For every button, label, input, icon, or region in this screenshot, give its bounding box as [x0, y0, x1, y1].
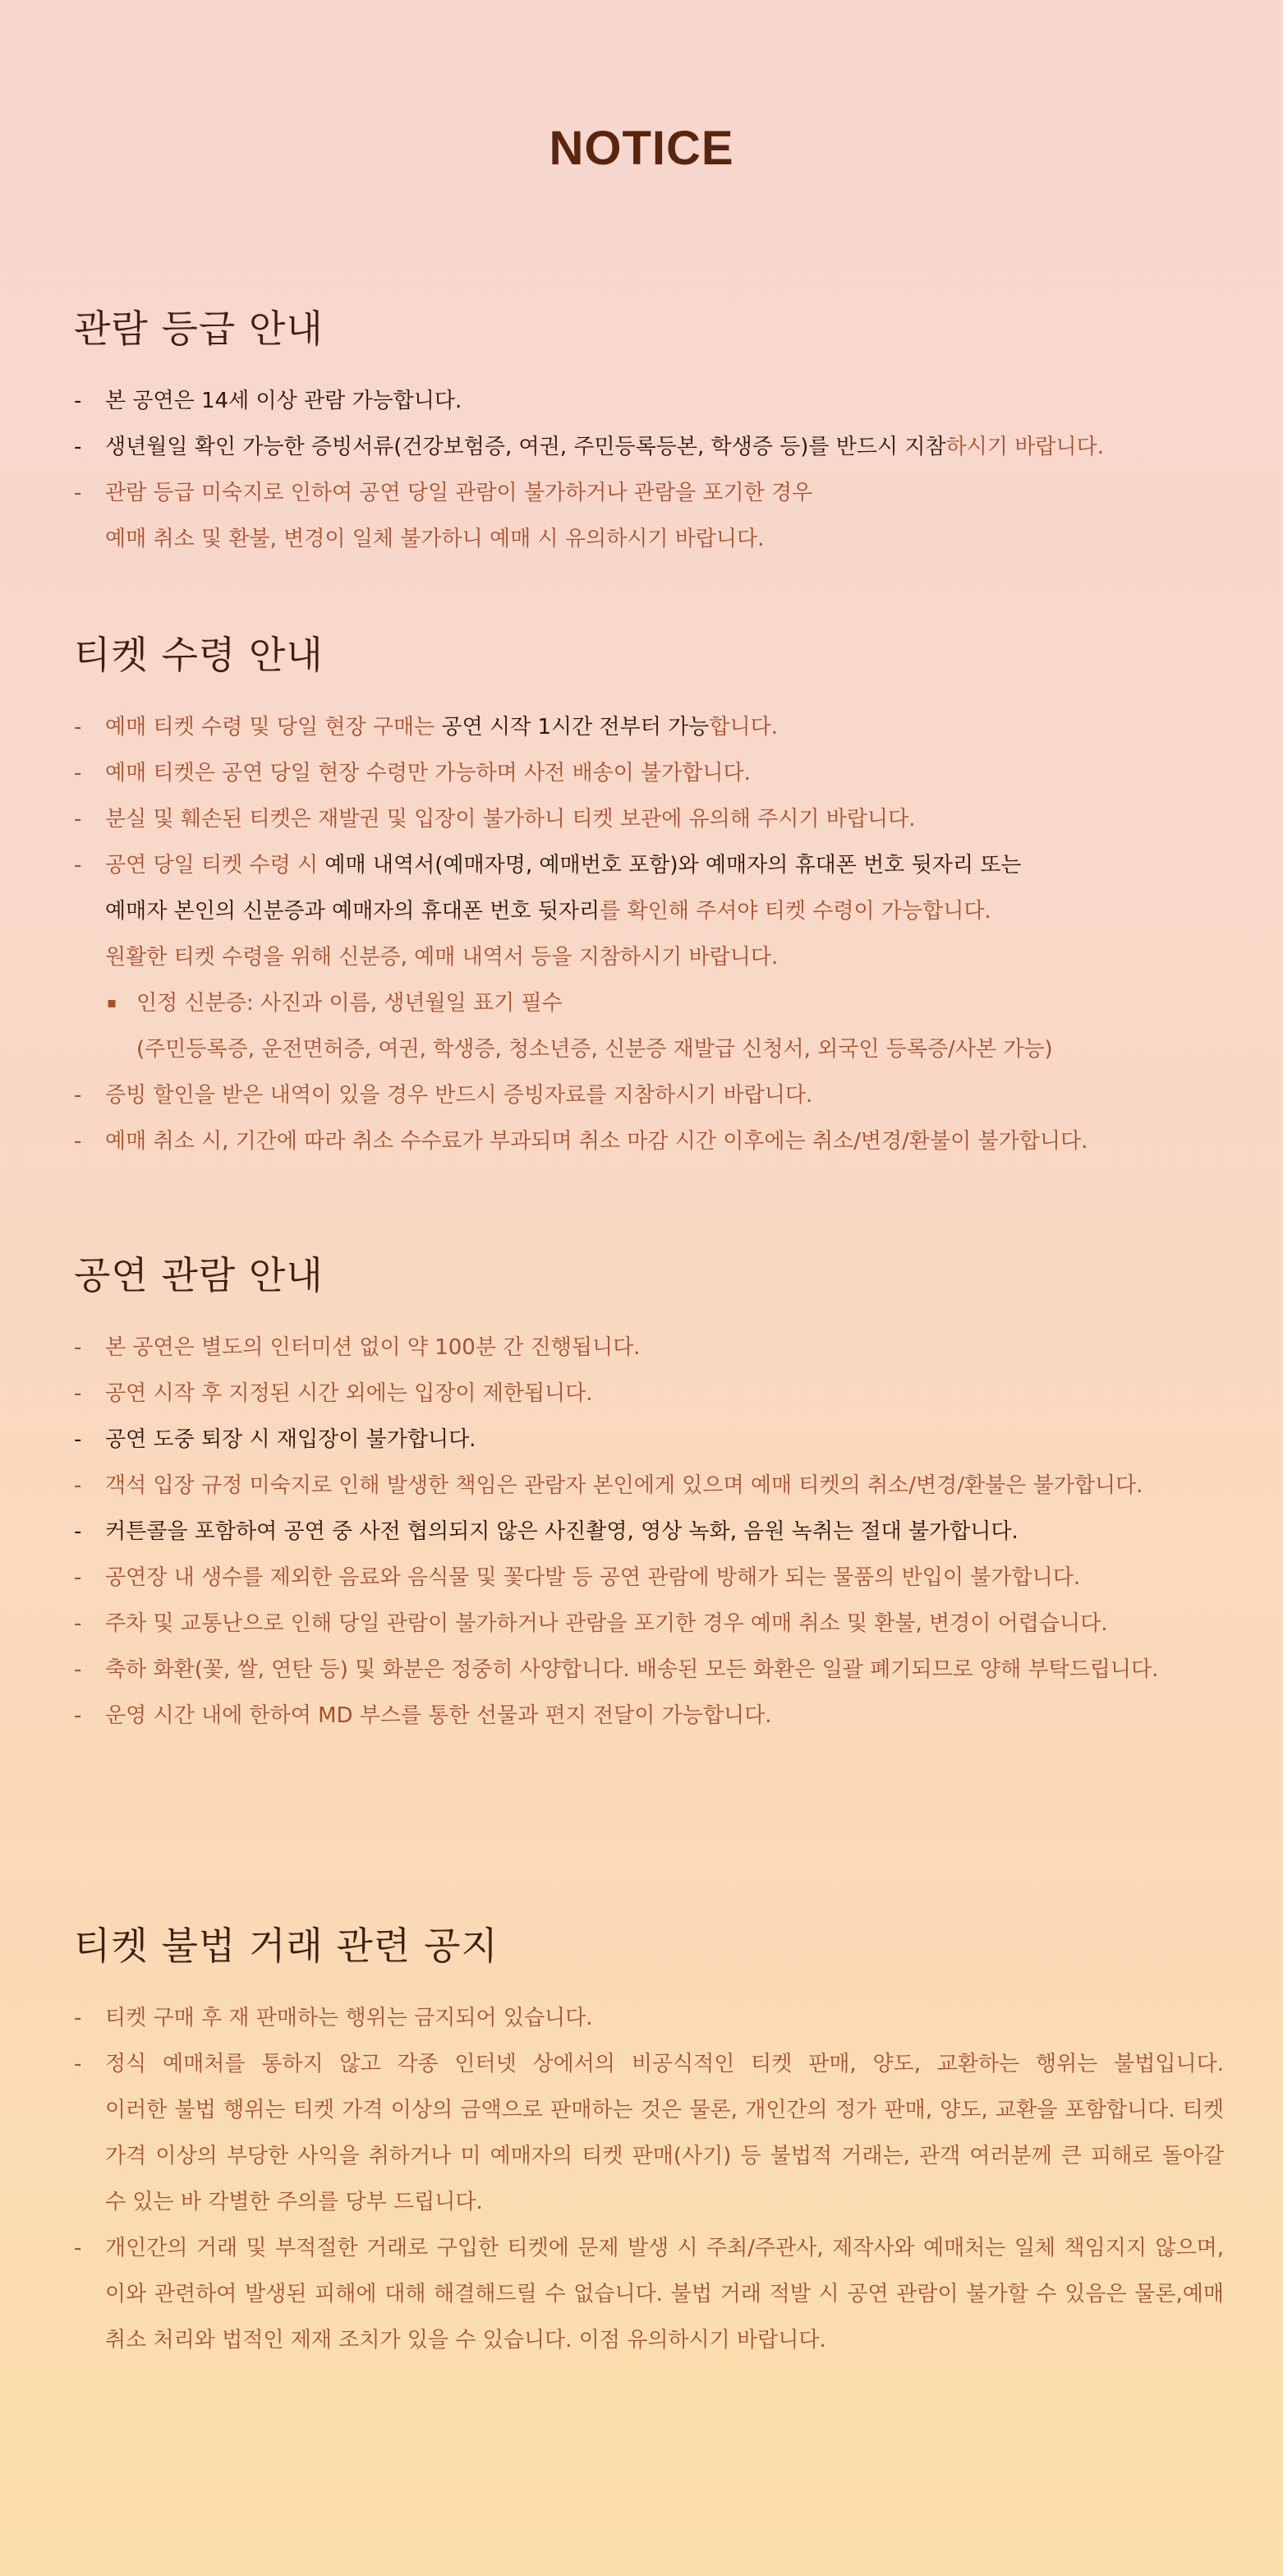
item-text: 예매 티켓 수령 및 당일 현장 구매는	[105, 715, 442, 740]
item-continuation: 이와 관련하여 발생된 피해에 대해 해결해드릴 수 없습니다. 불법 거래 적발 시 공연 관람이 불가할 수 있음은 물론,예매	[105, 2282, 1224, 2306]
dash-bullet: -	[74, 2052, 82, 2076]
list-item	[74, 1072, 1224, 1118]
item-text: 본 공연은 14세 이상 관람 가능합니다.	[105, 389, 462, 413]
item-text: 분실 및 훼손된 티켓은 재발권 및 입장이 불가하니 티켓 보관에 유의해 주시기 바랍니다.	[105, 807, 916, 832]
list-item	[74, 470, 1224, 516]
section-heading: 관람 등급 안내	[74, 306, 324, 351]
dash-bullet: -	[74, 1611, 82, 1636]
section-viewing-rating	[74, 304, 1224, 562]
dash-bullet: -	[74, 715, 82, 740]
item-text: 개인간의 거래 및 부적절한 거래로 구입한 티켓에 문제 발생 시 주최/주관사, 제작사와 예매처는 일체 책임지지 않으며,	[105, 2236, 1224, 2260]
item-text: 공연 도중 퇴장 시 재입장이 불가합니다.	[105, 1427, 476, 1452]
item-continuation: 취소 처리와 법적인 제재 조치가 있을 수 있습니다. 이점 유의하시기 바랍니다.	[105, 2328, 826, 2353]
section-heading: 티켓 수령 안내	[74, 633, 324, 677]
item-continuation: 가격 이상의 부당한 사익을 취하거나 미 예매자의 티켓 판매(사기) 등 불법적 거래는, 관객 여러분께 큰 피해로 돌아갈	[105, 2144, 1224, 2168]
item-text-emphasis: 생년월일 확인 가능한 증빙서류(건강보험증, 여권, 주민등록등본, 학생증 등)를 반드시 지참	[105, 435, 946, 459]
item-text-emphasis: 공연 시작 1시간 전부터 가능	[441, 715, 710, 740]
dash-bullet: -	[74, 1473, 82, 1498]
item-continuation: 예매 취소 및 환불, 변경이 일체 불가하니 예매 시 유의하시기 바랍니다.	[105, 527, 765, 551]
dash-bullet: -	[74, 1381, 82, 1406]
list-item	[74, 1995, 1224, 2041]
list-item	[74, 1325, 1224, 1371]
item-continuation: 수 있는 바 각별한 주의를 당부 드립니다.	[105, 2190, 483, 2214]
dash-bullet: -	[74, 389, 82, 413]
item-text-emphasis: 예매자 본인의 신분증과 예매자의 휴대폰 번호 뒷자리	[105, 899, 600, 924]
item-text: 예매 티켓은 공연 당일 현장 수령만 가능하며 사전 배송이 불가합니다.	[105, 761, 751, 786]
sub-item-continuation: (주민등록증, 운전면허증, 여권, 학생증, 청소년증, 신분증 재발급 신청서, 외국인 등록증/사본 가능)	[136, 1037, 1053, 1062]
list-item	[74, 424, 1224, 470]
item-text: 하시기 바랍니다.	[945, 435, 1104, 459]
list-item	[74, 1463, 1224, 1509]
section-heading: 공연 관람 안내	[74, 1253, 324, 1297]
list-item	[74, 378, 1224, 424]
section-ticket-pickup	[74, 630, 1224, 1164]
item-text: 운영 시간 내에 한하여 MD 부스를 통한 선물과 편지 전달이 가능합니다.	[105, 1703, 772, 1728]
list-item	[74, 2041, 1224, 2087]
item-text-emphasis: 예매 내역서(예매자명, 예매번호 포함)와 예매자의 휴대폰 번호 뒷자리 또는	[324, 853, 1022, 878]
item-text: 커튼콜을 포함하여 공연 중 사전 협의되지 않은 사진촬영, 영상 녹화, 음원 녹취는 절대 불가합니다.	[105, 1519, 1019, 1544]
list-item	[74, 842, 1224, 888]
dash-bullet: -	[74, 481, 82, 505]
list-item	[74, 2225, 1224, 2271]
item-continuation: 이러한 불법 행위는 티켓 가격 이상의 금액으로 판매하는 것은 물론, 개인간의 정가 판매, 양도, 교환을 포함합니다. 티켓	[105, 2098, 1224, 2122]
section-heading: 티켓 불법 거래 관련 공지	[74, 1924, 499, 1968]
item-text: 티켓 구매 후 재 판매하는 행위는 금지되어 있습니다.	[105, 2006, 593, 2030]
list-item	[74, 750, 1224, 796]
item-continuation: 원활한 티켓 수령을 위해 신분증, 예매 내역서 등을 지참하시기 바랍니다.	[105, 945, 779, 970]
list-item	[74, 1371, 1224, 1417]
dash-bullet: -	[74, 1427, 82, 1452]
item-text: 본 공연은 별도의 인터미션 없이 약 100분 간 진행됩니다.	[105, 1335, 641, 1360]
item-text: 합니다.	[709, 715, 778, 740]
item-text: 객석 입장 규정 미숙지로 인해 발생한 책임은 관람자 본인에게 있으며 예매 티켓의 취소/변경/환불은 불가합니다.	[105, 1473, 1143, 1498]
list-item	[74, 796, 1224, 842]
dash-bullet: -	[74, 1657, 82, 1682]
list-item	[74, 1601, 1224, 1647]
item-text: 예매 취소 시, 기간에 따라 취소 수수료가 부과되며 취소 마감 시간 이후에는 취소/변경/환불이 불가합니다.	[105, 1129, 1088, 1154]
square-bullet: ▪	[107, 994, 117, 1012]
item-text: 인정 신분증: 사진과 이름, 생년월일 표기 필수	[136, 991, 563, 1016]
dash-bullet: -	[74, 853, 82, 878]
dash-bullet: -	[74, 1703, 82, 1728]
item-continuation	[74, 888, 1224, 934]
section-illegal-trade-notice	[74, 1921, 1224, 2363]
dash-bullet: -	[74, 2236, 82, 2260]
list-item	[74, 1118, 1224, 1164]
dash-bullet: -	[74, 435, 82, 459]
dash-bullet: -	[74, 761, 82, 786]
item-text: 를 확인해 주셔야 티켓 수령이 가능합니다.	[600, 899, 991, 924]
list-item	[74, 1555, 1224, 1601]
item-text: 공연 당일 티켓 수령 시	[105, 853, 325, 878]
item-text: 증빙 할인을 받은 내역이 있을 경우 반드시 증빙자료를 지참하시기 바랍니다.	[105, 1083, 813, 1108]
item-text: 관람 등급 미숙지로 인하여 공연 당일 관람이 불가하거나 관람을 포기한 경우	[105, 481, 813, 505]
list-item	[74, 704, 1224, 750]
section-performance-viewing	[74, 1251, 1224, 1739]
list-item	[74, 1509, 1224, 1555]
item-text: 정식 예매처를 통하지 않고 각종 인터넷 상에서의 비공식적인 티켓 판매, 양도, 교환하는 행위는 불법입니다.	[105, 2052, 1224, 2076]
list-item	[74, 1647, 1224, 1693]
dash-bullet: -	[74, 2006, 82, 2030]
dash-bullet: -	[74, 1565, 82, 1590]
dash-bullet: -	[74, 1083, 82, 1108]
dash-bullet: -	[74, 1335, 82, 1360]
page-title: NOTICE	[549, 122, 734, 175]
dash-bullet: -	[74, 807, 82, 832]
item-text: 주차 및 교통난으로 인해 당일 관람이 불가하거나 관람을 포기한 경우 예매 취소 및 환불, 변경이 어렵습니다.	[105, 1611, 1108, 1636]
list-item	[74, 1417, 1224, 1463]
list-item	[74, 1693, 1224, 1739]
item-text: 공연 시작 후 지정된 시간 외에는 입장이 제한됩니다.	[105, 1381, 593, 1406]
dash-bullet: -	[74, 1129, 82, 1154]
sub-list-item	[74, 980, 1224, 1026]
dash-bullet: -	[74, 1519, 82, 1544]
item-text: 축하 화환(꽃, 쌀, 연탄 등) 및 화분은 정중히 사양합니다. 배송된 모든 화환은 일괄 폐기되므로 양해 부탁드립니다.	[105, 1657, 1159, 1682]
item-text: 공연장 내 생수를 제외한 음료와 음식물 및 꽃다발 등 공연 관람에 방해가 되는 물품의 반입이 불가합니다.	[105, 1565, 1081, 1590]
